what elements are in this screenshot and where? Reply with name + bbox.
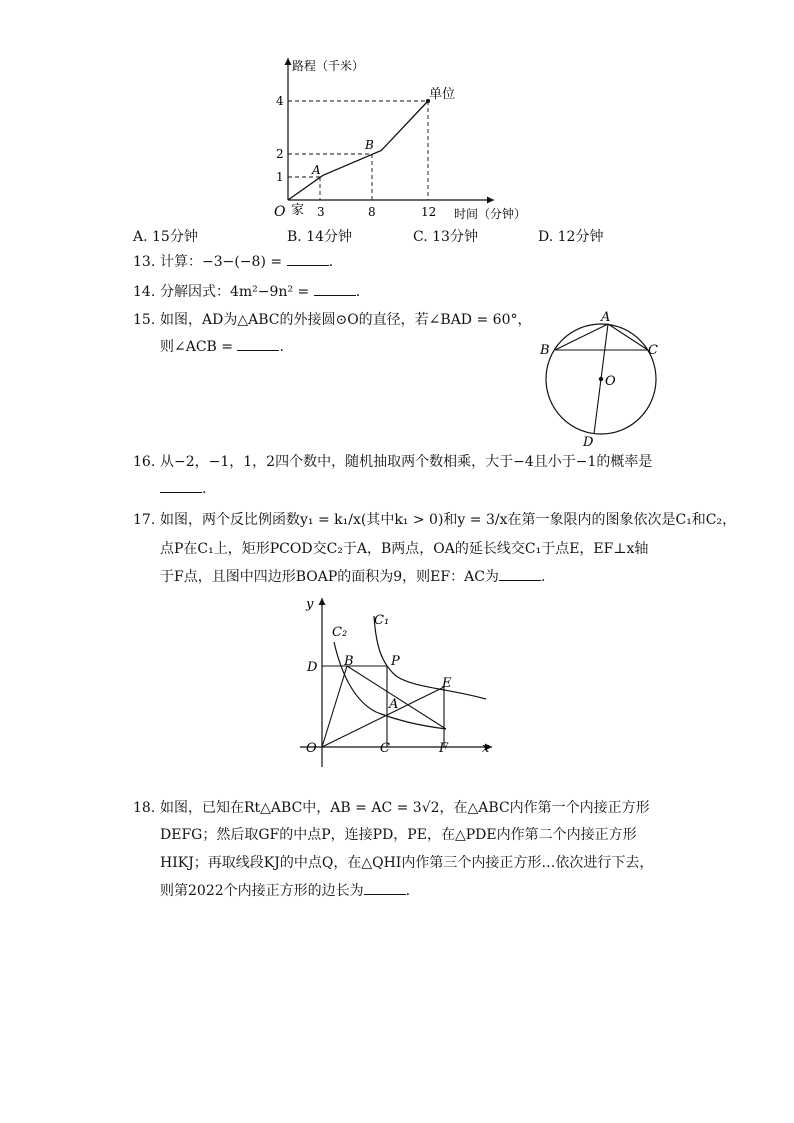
label-x: x [482, 741, 490, 756]
x-tick-label: 8 [368, 205, 376, 219]
y-axis-label: 路程（千米） [292, 59, 365, 73]
choice-letter: C. [413, 229, 428, 245]
distance-time-graph [262, 52, 532, 224]
label-d: D [307, 660, 318, 675]
travel-line [288, 101, 428, 200]
question-end: . [540, 569, 546, 585]
question-number: 16. [133, 454, 156, 470]
label-a: A [389, 697, 399, 712]
question-text: 分解因式：4m²−9n² = [160, 284, 314, 300]
label-c2: C₂ [332, 625, 348, 640]
label-c: C [648, 343, 658, 358]
question-18-line3: HIKJ；再取线段KJ的中点Q，在△QHI内作第三个内接正方形…依次进行下去， [160, 855, 654, 871]
question-16-line1: 从−2，−1，1，2四个数中，随机抽取两个数相乘，大于−4且小于−1的概率是 [160, 454, 653, 470]
label-b: B [540, 343, 550, 358]
choice-text: 12分钟 [557, 229, 604, 245]
y-tick-label: 2 [276, 147, 284, 161]
point-b-label: B [365, 138, 374, 152]
label-p: P [391, 654, 400, 669]
question-text: 则第2022个内接正方形的边长为 [160, 883, 364, 899]
answer-blank[interactable] [364, 880, 406, 895]
choice-letter: A. [133, 229, 148, 245]
question-14 [160, 281, 360, 303]
question-text: 计算：−3−(−8) = [160, 254, 287, 270]
label-a: A [601, 310, 611, 325]
circle-figure [530, 305, 670, 450]
choice-text: 15分钟 [152, 229, 198, 245]
chord-ac [608, 324, 648, 350]
question-17-line1: 如图，两个反比例函数y₁ = k₁/x(其中k₁ > 0)和y = 3/x在第一象限内的图象依次是C₁和C₂， [160, 512, 737, 528]
question-text: 于F点，且图中四边形BOAP的面积为9，则EF：AC为 [160, 569, 499, 585]
question-end: . [328, 254, 334, 270]
choice-b[interactable] [287, 226, 352, 246]
question-text: 则∠ACB = [160, 339, 238, 355]
segment-ob [322, 666, 347, 747]
question-end: . [202, 481, 207, 497]
label-e: E [442, 676, 452, 691]
label-o: O [306, 741, 317, 756]
question-13 [160, 251, 333, 273]
question-18-line2: DEFG；然后取GF的中点P，连接PD，PE，在△PDE内作第二个内接正方形 [160, 827, 637, 843]
question-18-line4 [160, 880, 410, 902]
label-f: F [439, 741, 449, 756]
question-16-line2 [160, 478, 206, 500]
answer-blank[interactable] [314, 281, 356, 296]
question-number: 13. [133, 254, 156, 270]
choice-letter: B. [287, 229, 302, 245]
origin-label: O [274, 204, 286, 220]
choice-c[interactable] [413, 226, 478, 246]
choice-text: 14分钟 [306, 229, 353, 245]
label-d: D [583, 435, 594, 450]
choice-a[interactable] [133, 226, 198, 246]
answer-blank[interactable] [160, 478, 202, 493]
center-point [599, 377, 603, 381]
question-number: 18. [133, 800, 156, 816]
question-number: 15. [133, 312, 156, 328]
x-tick-label: 3 [317, 205, 325, 219]
answer-blank[interactable] [287, 251, 329, 266]
y-tick-label: 4 [276, 94, 284, 108]
question-15-line1: 如图，AD为△ABC的外接圆⊙O的直径，若∠BAD = 60°， [160, 312, 532, 328]
label-c1: C₁ [374, 613, 390, 628]
label-b: B [344, 654, 354, 669]
x-axis-label: 时间（分钟） [454, 207, 527, 221]
answer-blank[interactable] [237, 336, 279, 351]
choice-d[interactable] [538, 226, 603, 246]
point-a-label: A [312, 163, 321, 177]
question-17-line2: 点P在C₁上，矩形PCOD交C₂于A，B两点，OA的延长线交C₁于点E，EF⊥x轴 [160, 541, 649, 557]
label-o: O [605, 374, 616, 389]
x-tick-label: 12 [421, 205, 437, 219]
hyperbola-figure [296, 592, 506, 772]
label-c: C [380, 741, 390, 756]
home-label: 家 [291, 203, 305, 218]
question-17-line3 [160, 566, 545, 588]
question-number: 14. [133, 284, 156, 300]
label-y: y [306, 597, 314, 612]
question-end: . [405, 883, 411, 899]
question-15-line2 [160, 336, 284, 358]
answer-blank[interactable] [499, 566, 541, 581]
question-end: . [279, 339, 284, 355]
choice-letter: D. [538, 229, 554, 245]
question-18-line1: 如图，已知在Rt△ABC中，AB = AC = 3√2，在△ABC内作第一个内接正方形 [160, 800, 650, 816]
unit-label: 单位 [429, 87, 456, 102]
question-end: . [355, 284, 361, 300]
y-tick-label: 1 [276, 170, 284, 184]
question-number: 17. [133, 512, 156, 528]
segment-oe [322, 687, 444, 747]
choice-text: 13分钟 [432, 229, 478, 245]
